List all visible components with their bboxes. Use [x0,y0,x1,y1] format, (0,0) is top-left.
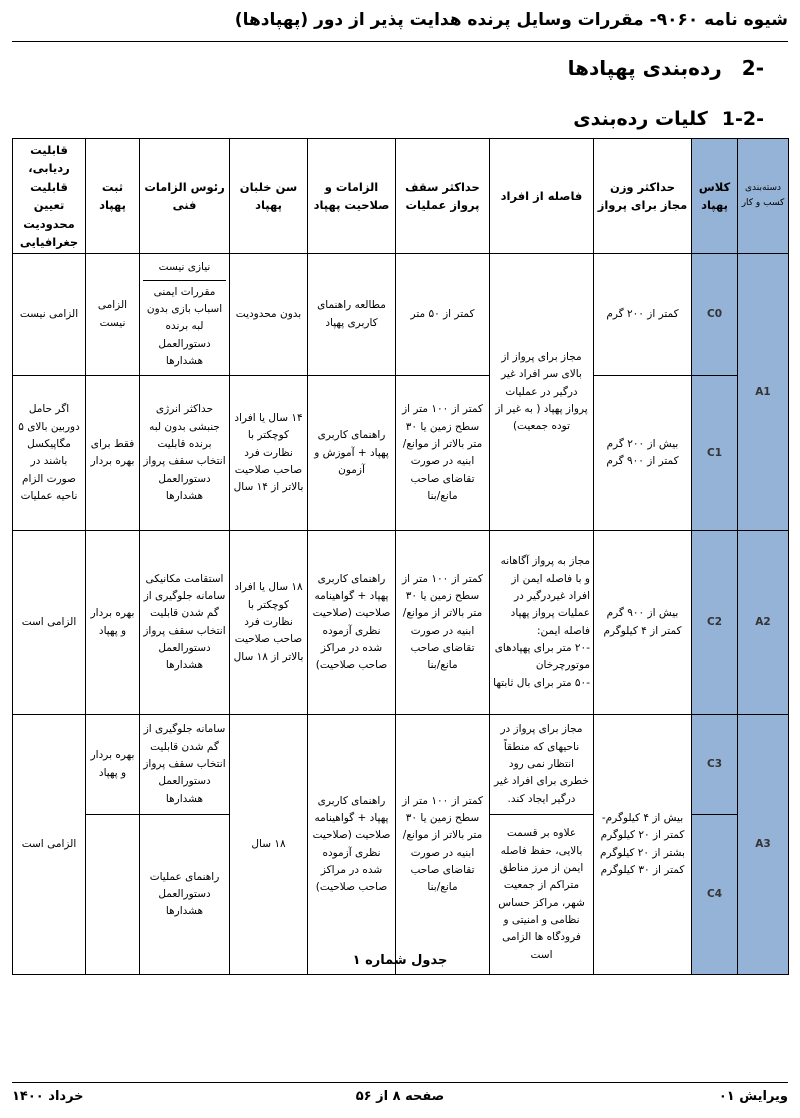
document-title: شیوه نامه ۹۰۶۰- مقررات وسایل پرنده هدایت پذیر از دور (پهپادها) [234,10,788,30]
category-a2: A2 [738,531,789,715]
altitude-c1: کمتر از ۱۰۰ متر از سطح زمین یا ۳۰ متر بالاتر از موانع/ابنیه در صورت تقاضای صاحب مانع/بنا [396,376,490,531]
tech-c1: حداکثر انرژی جنبشی بدون لبه برنده قابلیت انتخاب سقف پرواز دستورالعمل هشدارها [140,376,230,531]
age-c0: بدون محدودیت [230,254,308,376]
class-c3: C3 [692,715,738,815]
distance-c2-bullet: -۲۰ متر برای پهپادهای موتورچرخان [494,642,590,672]
table-row [13,254,789,376]
distance-c2 [490,531,594,715]
altitude-c2: کمتر از ۱۰۰ متر از سطح زمین یا ۳۰ متر بالاتر از موانع/ابنیه در صورت تقاضای صاحب مانع/بنا [396,531,490,715]
class-c0: C0 [692,254,738,376]
header-requirements: الزامات و صلاحیت پهپاد [308,139,396,254]
subsection-heading [573,108,764,130]
subsection-title: کلیات رده‌بندی [573,108,708,130]
footer-date: خرداد ۱۴۰۰ [12,1089,84,1104]
geo-c1: اگر حامل دوربین بالای ۵ مگاپیکسل باشند در صورت الزام ناحیه عملیات [13,376,86,531]
geo-c2: الزامی است [13,531,86,715]
header-class: کلاس پهپاد [692,139,738,254]
class-c2: C2 [692,531,738,715]
requirements-c0: مطالعه راهنمای کاربری پهپاد [308,254,396,376]
weight-c0: کمتر از ۲۰۰ گرم [594,254,692,376]
tech-c2: استقامت مکانیکی سامانه جلوگیری از گم شدن قابلیت انتخاب سقف پرواز دستورالعمل هشدارها [140,531,230,715]
age-c3-c4: ۱۸ سال [230,715,308,975]
geo-c0: الزامی نیست [13,254,86,376]
footer-page-number: صفحه ۸ از ۵۶ [355,1089,445,1104]
requirements-c1: راهنمای کاربری پهپاد + آموزش و آزمون [308,376,396,531]
altitude-c0: کمتر از ۵۰ متر [396,254,490,376]
drone-classification-table [12,138,789,975]
section-title: رده‌بندی پهپادها [567,56,722,80]
registration-c3: بهره بردار و پهپاد [86,715,140,815]
geo-c3-c4: الزامی است [13,715,86,975]
requirements-c2: راهنمای کاربری پهپاد + گواهینامه صلاحیت (صلاحیت نظری آزموده شده در مراکز صاحب صلاحیت) [308,531,396,715]
registration-c1: فقط برای بهره بردار [86,376,140,531]
section-heading [568,56,764,80]
page-header [12,8,788,42]
registration-c4-empty [86,815,140,975]
weight-c1: بیش از ۲۰۰ گرم کمتر از ۹۰۰ گرم [594,376,692,531]
class-c1: C1 [692,376,738,531]
table-row [13,715,789,815]
table-row [13,376,789,531]
distance-c2-intro: مجاز به پرواز آگاهانه و با فاصله ایمن از افراد غیردرگیر در عملیات پرواز پهپاد فاصله ایمن: [500,555,590,637]
tech-c4: راهنمای عملیات دستورالعمل هشدارها [140,815,230,975]
weight-c2: بیش از ۹۰۰ گرم کمتر از ۴ کیلوگرم [594,531,692,715]
tech-c0-part2: مقررات ایمنی اسباب بازی بدون لبه برنده دستورالعمل هشدارها [146,285,223,367]
header-category: دسته‌بندی کسب و کار [738,139,789,254]
category-a1: A1 [738,254,789,531]
header-geo-capability: قابلیت ردیابی، قابلیت تعیین محدودیت جغرافیایی [13,139,86,254]
age-c2: ۱۸ سال یا افراد کوچکتر با نظارت فرد صاحب صلاحیت بالاتر از ۱۸ سال [230,531,308,715]
category-a3: A3 [738,715,789,975]
distance-c2-bullet: -۵۰ متر برای بال ثابتها [493,676,590,689]
registration-c0: الزامی نیست [86,254,140,376]
header-tech-requirements: رئوس الزامات فنی [140,139,230,254]
distance-c4: علاوه بر قسمت بالایی، حفظ فاصله ایمن از مرز مناطق متراکم از جمعیت شهر، مراکز حساس نظامی و امنیتی و فرودگاه ها الزامی است [490,815,594,975]
tech-c3: سامانه جلوگیری از گم شدن قابلیت انتخاب سقف پرواز دستورالعمل هشدارها [140,715,230,815]
distance-a1: مجاز برای پرواز از بالای سر افراد غیر درگیر در عملیات پرواز پهپاد ( به غیر از توده جمعیت) [490,254,594,531]
table-caption: جدول شماره ۱ [352,953,448,968]
header-pilot-age: سن خلبان پهپاد [230,139,308,254]
subsection-number: -1-2 [721,108,764,130]
footer-version: ویرایش ۰۱ [718,1089,788,1104]
tech-c0 [140,254,230,376]
weight-c3-c4: بیش از ۴ کیلوگرم- کمتر از ۲۰ کیلوگرم بشتر از ۲۰ کیلوگرم کمتر از ۳۰ کیلوگرم [594,715,692,975]
header-max-altitude: حداکثر سقف پرواز عملیات [396,139,490,254]
header-distance: فاصله از افراد [490,139,594,254]
header-max-weight: حداکثر وزن مجاز برای پرواز [594,139,692,254]
table-header-row [13,139,789,254]
distance-c3: مجاز برای پرواز در ناحیهای که منطقاً انتظار نمی رود خطری برای افراد غیر درگیر ایجاد کند. [490,715,594,815]
requirements-c3-c4: راهنمای کاربری پهپاد + گواهینامه صلاحیت (صلاحیت نظری آزموده شده در مراکز صاحب صلاحیت) [308,715,396,975]
header-registration: ثبت پهپاد [86,139,140,254]
page-footer [12,1082,788,1110]
age-c1: ۱۴ سال یا افراد کوچکتر با نظارت فرد صاحب صلاحیت بالاتر از ۱۴ سال [230,376,308,531]
tech-c0-part1: نیازی نیست [143,256,226,280]
class-c4: C4 [692,815,738,975]
altitude-c3-c4: کمتر از ۱۰۰ متر از سطح زمین یا ۳۰ متر بالاتر از موانع/ابنیه در صورت تقاضای صاحب مانع/بنا [396,715,490,975]
registration-c2: بهره بردار و پهپاد [86,531,140,715]
section-number: -2 [741,56,764,80]
table-row [13,531,789,715]
